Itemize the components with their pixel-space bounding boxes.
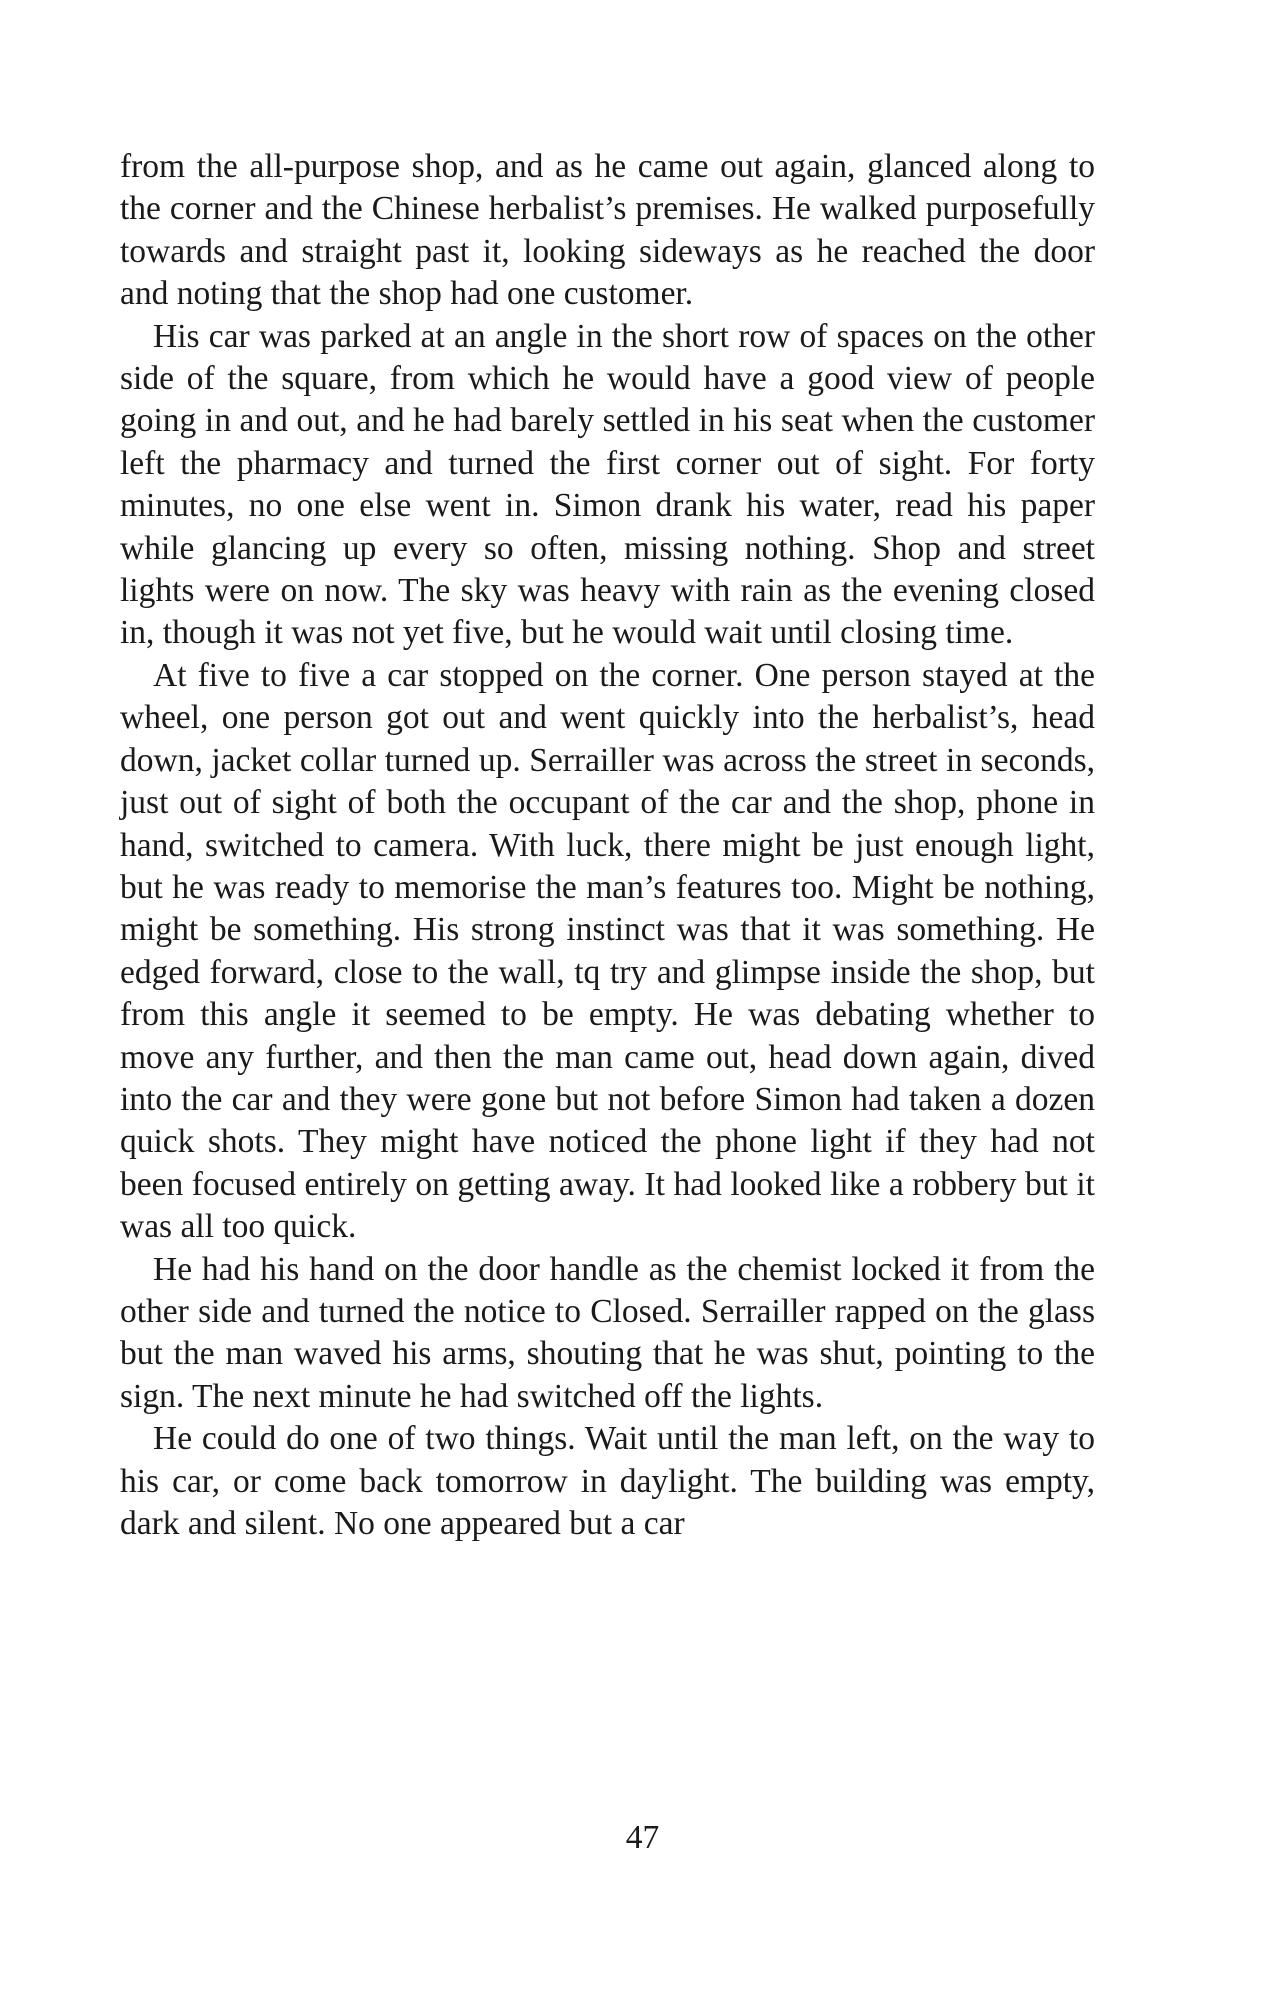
paragraph-3: At five to five a car stopped on the corner. One person stayed at the wheel, one person got out and went quickly into the herbalist’s, head down, jacket collar turned up. Serrailler was across the street in seconds, just out of sight of both the occupant of the car and the shop, phone in hand, switched to camera. With luck, there might be just enough light, but he was ready to memorise the man’s features too. Might be nothing, might be something. His strong instinct was that it was something. He edged forward, close to the wall, tq try and glimpse inside the shop, but from this angle it seemed to be empty. He was debating whether to move any further, and then the man came out, head down again, dived into the car and they were gone but not before Simon had taken a dozen quick shots. They might have noticed the phone light if they had not been focused entirely on getting away. It had looked like a robbery but it was all too quick. bbox=[120, 656, 1095, 1246]
paragraph-4: He had his hand on the door handle as the chemist locked it from the other side and turned the notice to Closed. Serrailler rapped on the glass but the man waved his arms, shouting that he was shut, pointing to the sign. The next minute he had switched off the lights. bbox=[120, 1250, 1095, 1415]
page-number: 47 bbox=[625, 1819, 660, 1856]
paragraph-5: He could do one of two things. Wait until the man left, on the way to his car, or come back tomorrow in daylight. The building was empty, dark and silent. No one appeared but a car bbox=[120, 1420, 1095, 1542]
paragraph-1: from the all-purpose shop, and as he came out again, glanced along to the corner and the Chinese herbalist’s premises. He walked purposefully towards and straight past it, looking sideways as he reached the door and noting that the shop had one customer. bbox=[120, 148, 1095, 313]
body-text bbox=[120, 146, 1095, 1545]
paragraph-2: His car was parked at an angle in the short row of spaces on the other side of the square, from which he would have a good view of people going in and out, and he had barely settled in his seat when the customer left the pharmacy and turned the first corner out of sight. For forty minutes, no one else went in. Simon drank his water, read his paper while glancing up every so often, missing nothing. Shop and street lights were on now. The sky was heavy with rain as the evening closed in, though it was not yet five, but he would wait until closing time. bbox=[120, 317, 1095, 652]
